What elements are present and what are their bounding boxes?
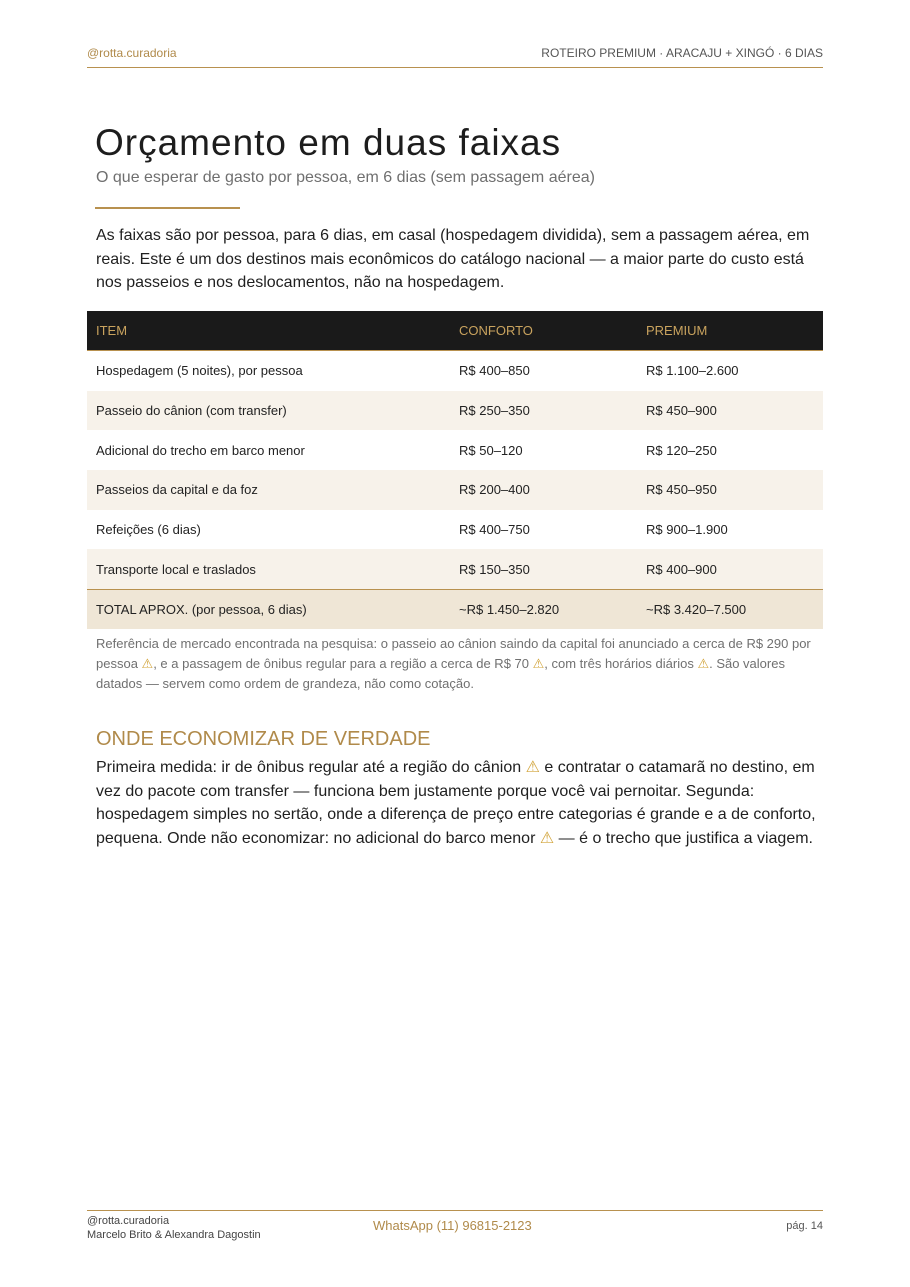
title-accent-rule: [95, 207, 240, 209]
warning-icon: ⚠: [141, 656, 154, 671]
page-footer: [87, 1210, 823, 1247]
note-text: . São valores datados — servem como ordem de grandeza, não como cotação.: [96, 656, 785, 691]
header-brand: @rotta.curadoria: [87, 46, 177, 60]
section-paragraph: [96, 756, 820, 850]
footer-brand: @rotta.curadoria: [87, 1215, 170, 1227]
page-header: [87, 46, 823, 68]
table-row: [87, 510, 823, 550]
cell-conforto: R$ 400–850: [459, 363, 530, 379]
cell-item: Passeio do cânion (com transfer): [87, 391, 450, 431]
cell-premium: R$ 120–250: [646, 442, 717, 458]
section-heading: ONDE ECONOMIZAR DE VERDADE: [96, 728, 431, 750]
section-text: — é o trecho que justifica a viagem.: [554, 829, 813, 847]
note-text: Referência de mercado encontrada na pesquisa: o passeio ao cânion saindo da capital foi anunciado a cerca de R$ 290 por pessoa: [96, 636, 811, 671]
table-row: [87, 549, 823, 589]
cell-item: Adicional do trecho em barco menor: [96, 442, 305, 458]
warning-icon: ⚠: [525, 759, 540, 776]
total-conforto: ~R$ 1.450–2.820: [450, 590, 637, 630]
table-row: [87, 391, 823, 431]
cell-premium: R$ 1.100–2.600: [646, 363, 739, 379]
cell-item: Refeições (6 dias): [96, 522, 201, 538]
header-doc-title: ROTEIRO PREMIUM · ARACAJU + XINGÓ · 6 DIAS: [541, 46, 823, 60]
warning-icon: ⚠: [539, 829, 555, 847]
table-total-row: [87, 590, 823, 630]
budget-table: [87, 311, 823, 629]
page-title: Orçamento em duas faixas: [95, 122, 562, 163]
cell-premium: R$ 900–1.900: [646, 522, 728, 538]
cell-conforto: R$ 400–750: [459, 522, 530, 538]
cell-conforto: R$ 150–350: [450, 549, 637, 589]
table-row: [87, 430, 823, 470]
table-row: [87, 351, 823, 391]
total-premium: ~R$ 3.420–7.500: [637, 590, 823, 630]
table-row: [87, 470, 823, 510]
total-label: TOTAL APROX. (por pessoa, 6 dias): [87, 590, 450, 630]
intro-paragraph: As faixas são por pessoa, para 6 dias, em casal (hospedagem dividida), sem a passagem aérea, em reais. Este é um dos destinos mais econômicos do catálogo nacional — a maior parte do custo está nos passeios e nos deslocamentos, não na hospedagem.: [96, 227, 810, 291]
footer-authors: Marcelo Brito & Alexandra Dagostin: [87, 1229, 261, 1241]
cell-conforto: R$ 250–350: [450, 391, 637, 431]
warning-icon: ⚠: [532, 656, 545, 671]
footer-credits: [87, 1214, 261, 1242]
table-header-row: [87, 311, 823, 351]
warning-icon: ⚠: [697, 656, 710, 671]
page-subtitle: O que esperar de gasto por pessoa, em 6 dias (sem passagem aérea): [96, 169, 595, 186]
cell-item: Hospedagem (5 noites), por pessoa: [96, 363, 303, 379]
section-text: Primeira medida: ir de ônibus regular até a região do cânion: [96, 759, 526, 776]
cell-item: Transporte local e traslados: [87, 549, 450, 589]
market-reference-note: [96, 634, 820, 694]
column-header-premium: PREMIUM: [637, 311, 823, 351]
footer-whatsapp-contact: WhatsApp (11) 96815-2123: [373, 1218, 532, 1233]
column-header-item: ITEM: [87, 311, 450, 351]
column-header-conforto: CONFORTO: [450, 311, 637, 351]
cell-premium: R$ 450–950: [637, 470, 823, 510]
cell-conforto: R$ 200–400: [450, 470, 637, 510]
note-text: , com três horários diários: [544, 656, 698, 671]
page-number: pág. 14: [786, 1220, 823, 1232]
note-text: , e a passagem de ônibus regular para a região a cerca de R$ 70: [153, 656, 533, 671]
section-text: e contratar o catamarã no destino, em vez do pacote com transfer — funciona bem justamente porque você vai pernoitar. Segunda: hospedagem simples no sertão, onde a diferença de preço entre categorias é grande e a de conforto, pequena. Onde não economizar: no adicional do barco menor: [96, 759, 816, 847]
cell-premium: R$ 400–900: [637, 549, 823, 589]
cell-item: Passeios da capital e da foz: [87, 470, 450, 510]
cell-premium: R$ 450–900: [637, 391, 823, 431]
cell-conforto: R$ 50–120: [459, 442, 523, 458]
